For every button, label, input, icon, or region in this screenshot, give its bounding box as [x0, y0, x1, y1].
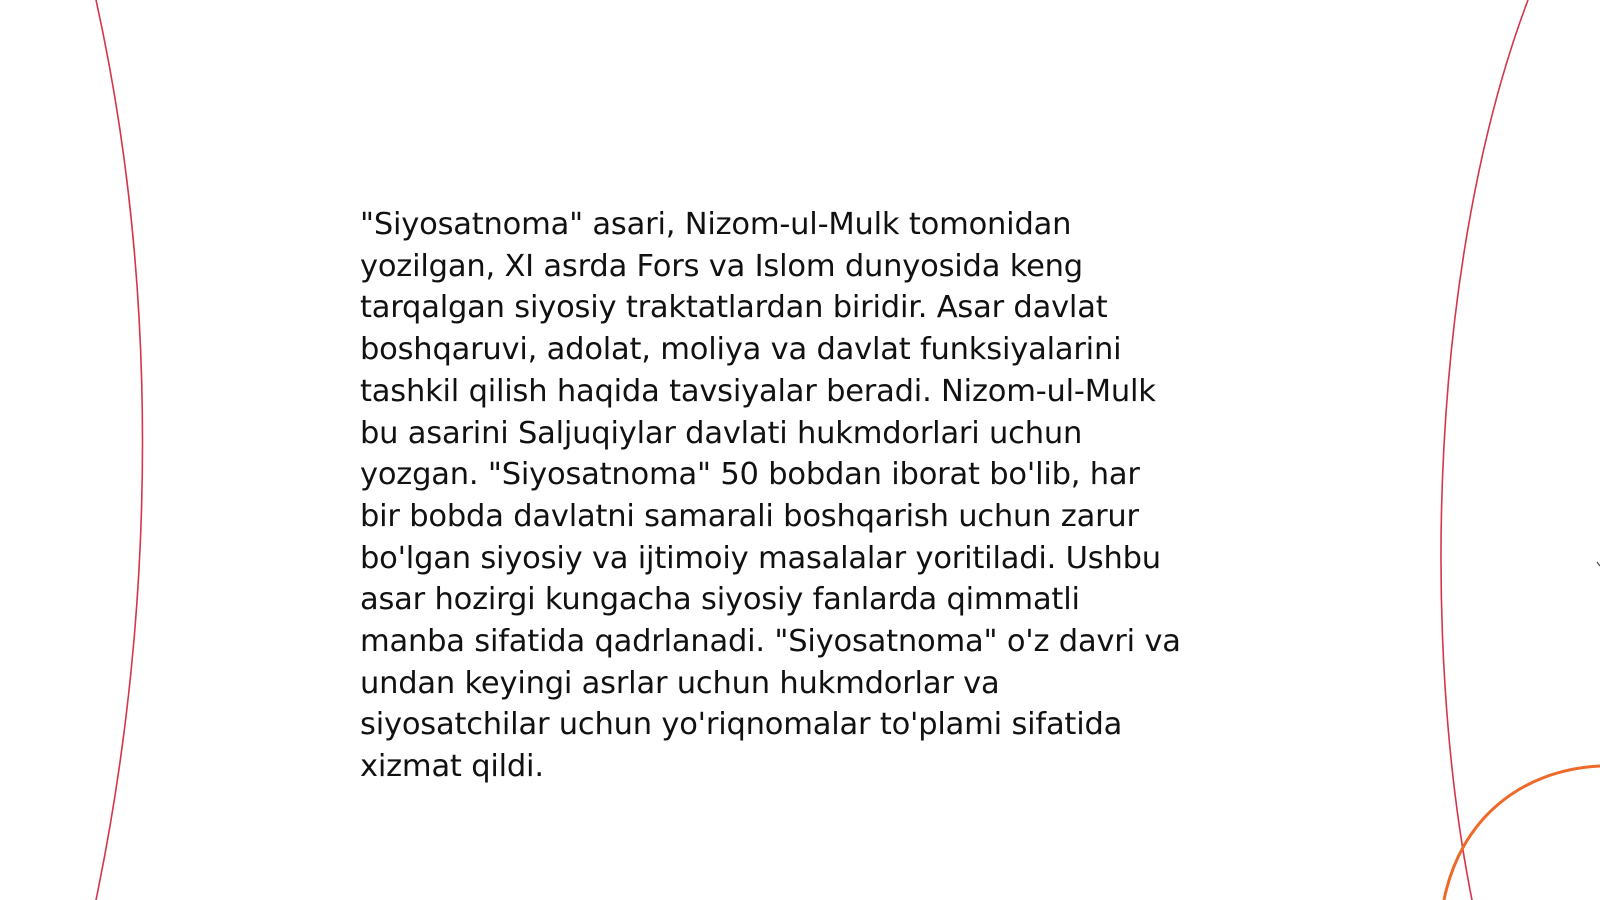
right-arc-line: [1441, 0, 1528, 900]
left-arc-line: [96, 0, 143, 900]
slide-paragraph: "Siyosatnoma" asari, Nizom-ul-Mulk tomonidan yozilgan, XI asrda Fors va Islom dunyosida keng tarqalgan siyosiy traktatlardan biridir. Asar davlat boshqaruvi, adolat, moliya va davlat funksiyalarini tashkil qilish haqida tavsiyalar beradi. Nizom-ul-Mulk bu asarini Saljuqiylar davlati hukmdorlari uchun yozgan. "Siyosatnoma" 50 bobdan iborat bo'lib, har bir bobda davlatni samarali boshqarish uchun zarur bo'lgan siyosiy va ijtimoiy masalalar yoritiladi. Ushbu asar hozirgi kungacha siyosiy fanlarda qimmatli manba sifatida qadrlanadi. "Siyosatnoma" o'z davri va undan keyingi asrlar uchun hukmdorlar va siyosatchilar uchun yo'riqnomalar to'plami sifatida xizmat qildi.: [360, 207, 1181, 785]
